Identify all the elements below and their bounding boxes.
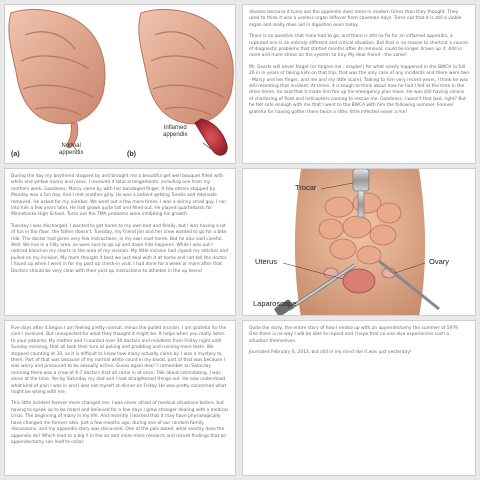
inflamed-appendix-label: [163, 125, 187, 139]
story-panel-bottom-right: [242, 320, 476, 476]
story-paragraph: disease because it turns out the appendix does more in modern times than they thought. They used to think it was a useless organ leftover from caveman days. Turns out that it is still a viable organ and really does aid in digestion even today.: [249, 10, 462, 28]
story-paragraph: This little incident forever more changed me. I was never afraid of medical situations before, but having to speak up to be heard and believed for a few days I grew stronger dealing with a medical crisis. The beginning of many in my life. And recently I learned that it may have physiologically have changed me forever also. Just a few months ago, during one of our random family discussions, and my appendix story was discussed. One of the pals asked, what exactly does the appendix do? Which lead to a big Y in the air and more more research and recent findings that an appendectomy can lead to celiac: [11, 401, 228, 445]
story-paragraph: There is no question that mine had to go, and there is still no fix for an inflamed appendix, a ruptured one is an entirely different and critical situation. But that is no reason to shortcut a course of diagnostic problems that started months after its removal, could be longer drawn up it. Add in more and more stress on the system so tiny. My dear friend - the same!: [249, 34, 468, 59]
story-panel-bottom-left: [4, 320, 236, 476]
laparoscopy-diagram: [243, 169, 476, 316]
normal-appendix-label-line1: Normal: [61, 143, 81, 149]
journal-date-line: Journaled February 6, 2013, but still in my mind like it was just yesterday!: [249, 350, 412, 356]
story-paragraph: During the day my boyfriend stopped by and brought me a beautiful get well bouquet filled with white and yellow mums and roses. I received 4 total arrangements, including one from my mothers work. Goodness, Marcy came by with her bandaged finger. A few others stopped by. Monday was a fun day. And I met another girly. He was a patient getting Tonsils and Adenoids removed. He asked for my number. We went out a few more times. I was a skinny small guy. I ran into him a few years later. He had grown quite tall and filled out. He played quarterback for Minnetonka High School. Turns out the TMA problems were inhibiting his growth.: [11, 174, 226, 218]
normal-colon-drawing: [9, 9, 105, 151]
laparoscopy-diagram-panel: [242, 168, 476, 316]
appendix-illustration-panel: [4, 4, 236, 164]
story-paragraph: Quite the story, the entire story of how I ended up with an appendectomy the summer of 1979. One there is no way I will be able to repeat and I hope that no one else experiences such a situation themselves.: [249, 326, 460, 344]
normal-appendix-label: [59, 143, 83, 157]
panel-b-tag: (b): [127, 151, 136, 158]
normal-appendix-label-line2: appendix: [59, 150, 84, 156]
appendix-illustration: [5, 5, 236, 164]
story-panel-middle-left: [4, 168, 236, 316]
story-paragraph: Tuesday I was discharged. I wanted to get home to my own bed and finally, but I was having a lot of fun in the floor, the father doesn't. Tuesday, my friend Jim and her crew wanted to go for a bike ride. The doctor had given very few instructions, in my own road home. But he also said careful. Well, We live in a hilly area, so were sure to go up and down hills happens. While I was out I noticed blood on my shorts in the area of my incision. My little incision had ripped my stitches and pulled on my incision. My mom thought it best we just deal with it at home and not tell the doctor. I found up when I went in for my post op check-in visit. I had done for a week or more after that. Doctors should be very clear with their post op instructions to athletes in the up teens!: [11, 223, 229, 274]
uterus-label: Uterus: [255, 257, 278, 266]
trocar-label: Trocar: [295, 183, 317, 192]
inflamed-appendix-label-line1: Inflamed: [163, 125, 187, 131]
inflamed-appendix-label-line2: appendix: [163, 132, 188, 138]
uterus-drawing: [343, 269, 375, 293]
laparoscope-label: Laparoscope: [253, 299, 297, 308]
story-paragraph: Five days after it began I am feeling pretty normal, minus the pulled incision. I am grateful for the care I received. But unexpected for what they thought it might be. It helps when you really listen to your patients. My mother and I counted over 30 doctors and residents from Friday night until Sunday morning, that all took their turn at poking and prodding and running more tests. We stopped counting at 30, so it is difficult to know how many actually came by. I was a mystery to them. Part of that was because of my normal white count in my blood, part of that was because I was worry and pressured to be sexually active. Guess again dear! I remember on Saturday morning there was a crew of 4-7 doctors that all came in at once. Talk about intimidating. I was alone at the time. Yes by Saturday my dad and I had straightened things out. He now understood what kind of pain I was in and I was not myself at dinner on Friday. He was pretty concerned what might be wrong with me.: [11, 326, 227, 396]
story-panel-top-right: [242, 4, 476, 164]
panel-a-tag: (a): [11, 151, 20, 158]
story-paragraph: Mr. Goerts will never forget (or forgive me - maybe!) for what nearly happened in the BWCA (a full 26 in in years of taking kids on that trip, that was the only case of any incidents and there were two - Marcy and her finger, and me and my little scare). Talking to him very recent years, I think he was still resenting that incident. At times, it is tough to think about how he had I felt at the time in the drive home, he said that it made him fire up his emergency plan more. He was still having visions of chartering of float and helicopters coming to rescue me. Goodness, I wasn't that bad, right? But he felt safe enough with me that I went to the BWCA with him the following summer. Forever grateful for having gotten there twice a little, little infected never a me!: [249, 64, 469, 115]
ovary-label: Ovary: [429, 257, 450, 266]
